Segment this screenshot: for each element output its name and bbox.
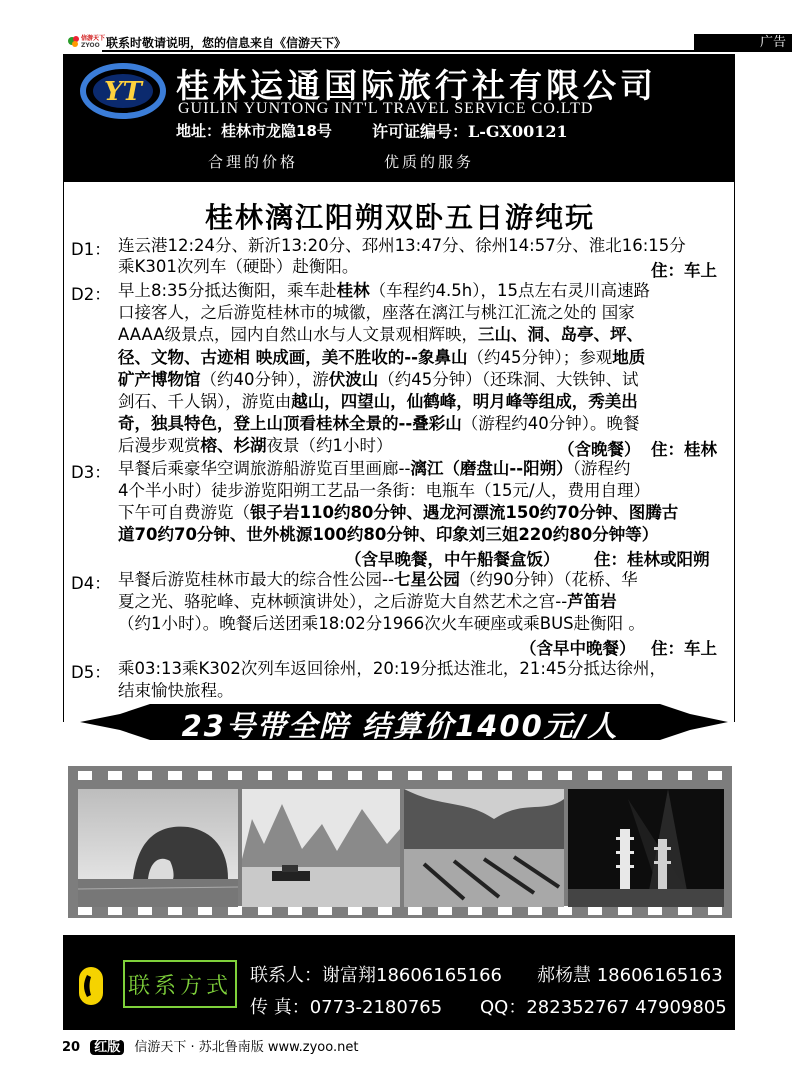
d4-line-1: 早餐后游览桂林市最大的综合性公园--七星公园（约90分钟）（花桥、华 (118, 570, 638, 589)
svg-text:ZYOO: ZYOO (81, 42, 100, 49)
d2-meal: （含晚餐） (558, 440, 641, 459)
footer-text: 信游天下 · 苏北鲁南版 www.zyoo.net (134, 1040, 359, 1055)
d4-line-2: 夏之光、骆驼峰、克林顿演讲处），之后游览大自然艺术之宫--芦笛岩 (118, 592, 617, 611)
d2-line-2: 口接客人，之后游览桂林市的城徽，座落在漓江与桃江汇流之处的 国家 (118, 303, 635, 322)
d2-line-7: 奇，独具特色，登上山顶看桂林全景的--叠彩山（游程约40分钟）。晚餐 (118, 414, 640, 433)
edition-badge: 红版 (90, 1040, 124, 1055)
d3-meal: （含早晚餐，中午船餐盒饭） (345, 550, 560, 569)
d1-line-2: 乘K301次列车（硬卧）赴衡阳。 (118, 257, 359, 276)
d3-stay: 住：桂林或阳朔 (594, 550, 710, 569)
day-label-d3: D3： (71, 463, 111, 482)
d3-line-1: 早餐后乘豪华空调旅游船游览百里画廊--漓江（磨盘山--阳朔）（游程约 (118, 459, 631, 478)
d2-line-5: 矿产博物馆（约40分钟），游伏波山（约45分钟）（还珠洞、大铁钟、试 (118, 370, 639, 389)
divider (102, 50, 792, 52)
d4-stay: 住：车上 (651, 639, 717, 658)
company-logo (78, 62, 168, 120)
d3-line-3: 下午可自费游览（银子岩110约80分钟、遇龙河漂流150约70分钟、图腾古 (118, 503, 679, 522)
day-label-d1: D1： (71, 240, 111, 259)
phone-icon (77, 965, 105, 1007)
d2-line-1: 早上8:35分抵达衡阳，乘车赴桂林（车程约4.5h），15点左右灵川高速路 (118, 281, 651, 300)
d1-stay: 住：车上 (651, 261, 717, 280)
photo-li-river-boat (242, 789, 400, 907)
day-label-d2: D2： (71, 285, 111, 304)
qq-numbers: QQ：282352767 47909805 (480, 997, 727, 1018)
contact-label-text: 联系方式 (127, 974, 233, 999)
d2-line-6: 剑石、千人锅），游览由越山，四望山，仙鹤峰，明月峰等组成，秀美出 (118, 392, 638, 411)
photo-bamboo-rafts (404, 789, 564, 907)
d3-line-2: 4个半小时）徒步游览阳朔工艺品一条街：电瓶车（15元/人，费用自理） (118, 481, 651, 500)
contact-person-2: 郝杨慧 18606165163 (537, 965, 723, 986)
d5-line-2: 结束愉快旅程。 (118, 681, 234, 700)
license-number: 许可证编号：L-GX00121 (372, 122, 568, 141)
contact-label (124, 957, 236, 1011)
ad-tag: 广告 (694, 34, 792, 52)
page-number: 20 (62, 1040, 81, 1055)
d2-line-8: 后漫步观赏榕、杉湖夜景（约1小时） (118, 436, 393, 455)
d2-line-4: 径、文物、古迹相 映成画，美不胜收的--象鼻山（约45分钟）；参观地质 (118, 348, 646, 367)
logo-letters: YT (104, 77, 142, 107)
d2-stay: 住：桂林 (651, 440, 717, 459)
d2-line-3: AAAA级景点，园内自然山水与人文景观相辉映，三山、洞、岛亭、坪、 (118, 325, 644, 344)
fax-number: 传 真：0773-2180765 (250, 997, 443, 1018)
contact-person-1: 联系人：谢富翔18606165166 (250, 965, 502, 986)
d4-meal: （含早中晚餐） (520, 639, 636, 658)
company-name-en: GUILIN YUNTONG INT'L TRAVEL SERVICE CO.LTD (178, 100, 594, 117)
photo-elephant-trunk-hill (78, 789, 238, 907)
d4-line-3: （约1小时）。晚餐后送团乘18:02分1966次火车硬座或乘BUS赴衡阳 。 (118, 614, 645, 633)
day-label-d5: D5： (71, 663, 111, 682)
d5-line-1: 乘03:13乘K302次列车返回徐州，20:19分抵达淮北，21:45分抵达徐州， (118, 659, 666, 678)
photo-sun-moon-pagodas (568, 789, 724, 907)
slogan-price: 合理的价格 (208, 153, 299, 171)
source-note: 联系时敬请说明，您的信息来自《信游天下》 (106, 36, 347, 50)
day-label-d4: D4： (71, 574, 111, 593)
flower-icon (66, 33, 106, 49)
address: 地址：桂林市龙隐18号 (176, 122, 332, 140)
d1-line-1: 连云港12:24分、新沂13:20分、邳州13:47分、徐州14:57分、淮北16:15分 (118, 236, 686, 255)
route-title: 桂林漓江阳朔双卧五日游纯玩 (204, 201, 595, 234)
company-name: 桂林运通国际旅行社有限公司 (176, 66, 657, 105)
publisher-logo (66, 33, 106, 49)
logo-text: 信游天下 (81, 35, 106, 42)
slogan-service: 优质的服务 (384, 153, 475, 171)
price-banner-text: 23号带全陪 结算价1400元/人 (181, 709, 619, 743)
page-footer (62, 1036, 358, 1055)
d3-line-4: 道70约70分钟、世外桃源100约80分钟、印象刘三姐220约80分钟等） (118, 525, 659, 544)
